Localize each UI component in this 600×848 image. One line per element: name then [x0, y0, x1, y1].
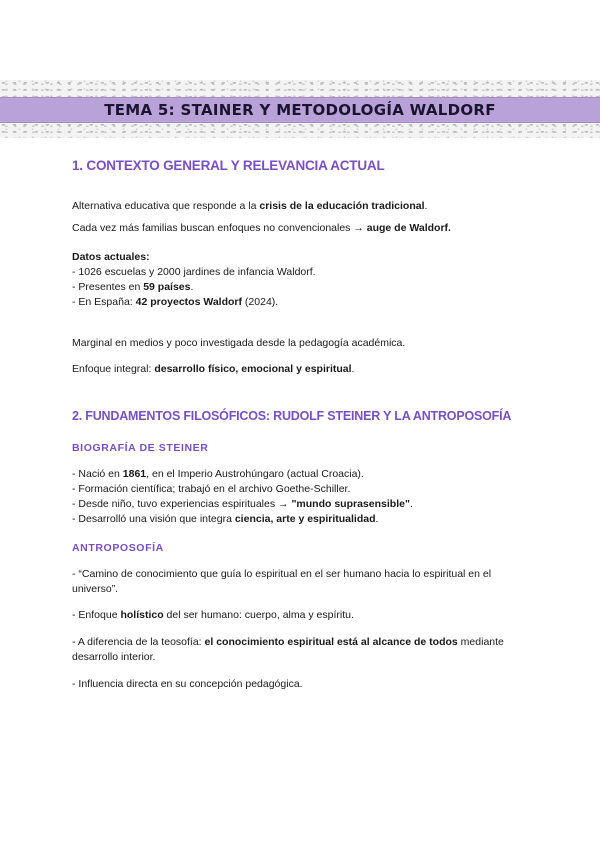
anthroposophy-heading: ANTROPOSOFÍA: [72, 542, 164, 554]
anthro-item-theosophy: - A diferencia de la teosofía: el conocimiento espiritual está al alcance de todos mediante desarrollo interior.: [72, 636, 504, 663]
biography-heading: BIOGRAFÍA DE STEINER: [72, 442, 209, 454]
paragraph-crisis: Alternativa educativa que responde a la crisis de la educación tradicional.: [72, 200, 428, 212]
anthro-item-holistic: - Enfoque holístico del ser humano: cuerpo, alma y espíritu.: [72, 609, 354, 621]
bio-item-spiritual: - Desde niño, tuvo experiencias espirituales → "mundo suprasensible".: [72, 498, 413, 510]
data-item-schools: - 1026 escuelas y 2000 jardines de infancia Waldorf.: [72, 266, 316, 278]
page-title: TEMA 5: STAINER Y METODOLOGÍA WALDORF: [104, 101, 496, 119]
paragraph-integral: Enfoque integral: desarrollo físico, emocional y espiritual.: [72, 363, 355, 375]
section1-title: 1. CONTEXTO GENERAL Y RELEVANCIA ACTUAL: [72, 158, 385, 173]
anthro-item-definition: - “Camino de conocimiento que guía lo espiritual en el ser humano hacia lo espiritual en el universo”.: [72, 568, 492, 595]
section2-title: 2. FUNDAMENTOS FILOSÓFICOS: RUDOLF STEINER Y LA ANTROPOSOFÍA: [72, 409, 512, 423]
data-title: Datos actuales:: [72, 251, 150, 263]
paragraph-marginal: Marginal en medios y poco investigada desde la pedagogía académica.: [72, 337, 406, 349]
bio-item-born: - Nació en 1861, en el Imperio Austrohúngaro (actual Croacia).: [72, 468, 364, 480]
paragraph-auge: Cada vez más familias buscan enfoques no convencionales → auge de Waldorf.: [72, 222, 451, 234]
header-title-bar: [0, 97, 600, 123]
bio-item-training: - Formación científica; trabajó en el archivo Goethe-Schiller.: [72, 483, 351, 495]
data-item-countries: - Presentes en 59 países.: [72, 281, 194, 293]
bio-item-vision: - Desarrolló una visión que integra ciencia, arte y espiritualidad.: [72, 513, 379, 525]
data-item-spain: - En España: 42 proyectos Waldorf (2024).: [72, 296, 279, 308]
anthro-item-influence: - Influencia directa en su concepción pedagógica.: [72, 678, 303, 690]
